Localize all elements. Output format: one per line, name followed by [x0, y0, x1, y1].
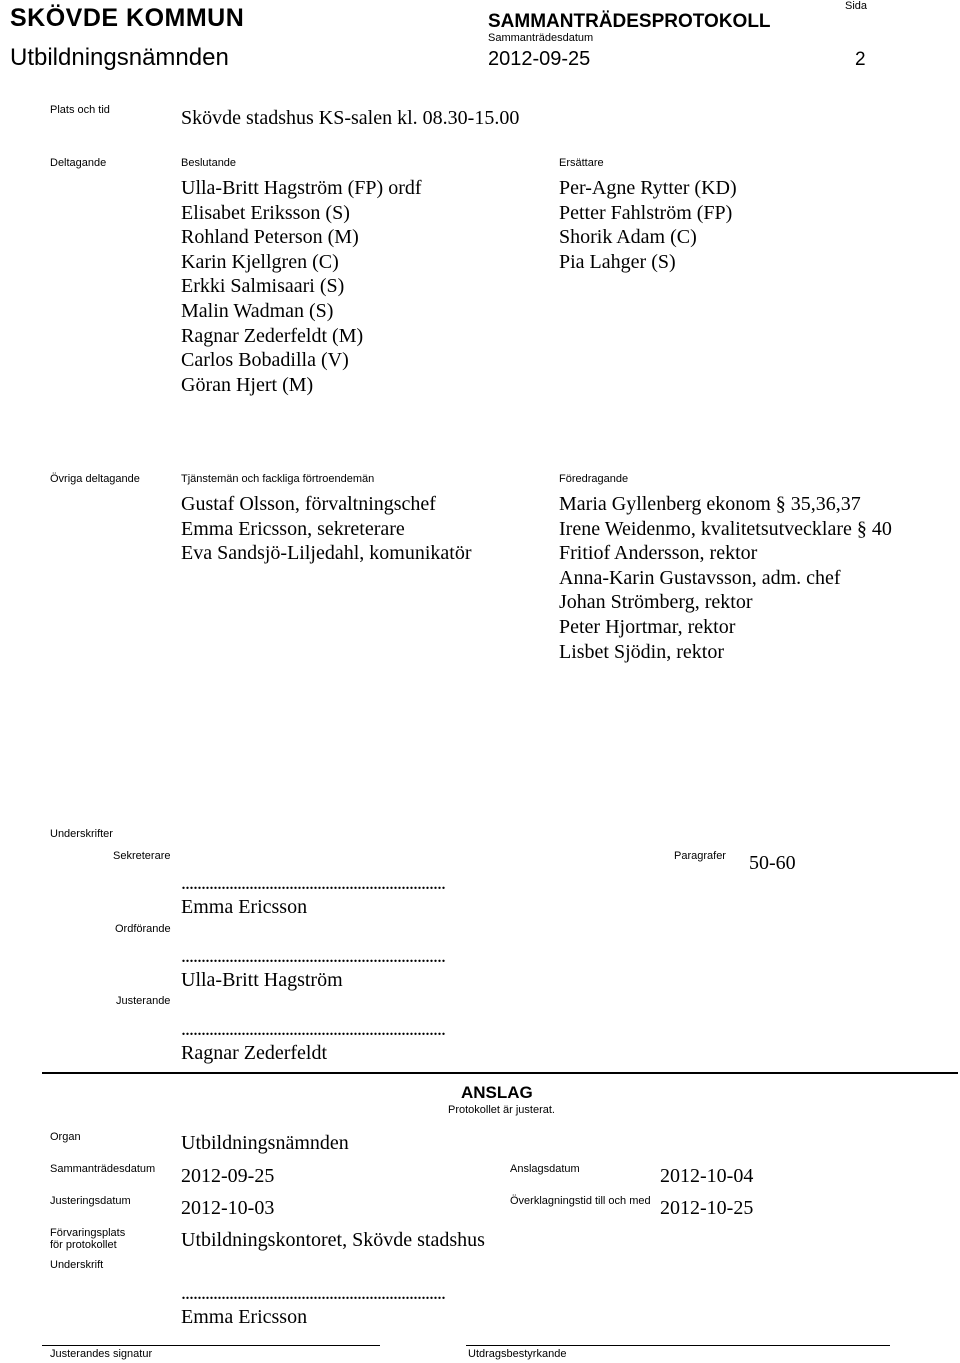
committee-title: Utbildningsnämnden	[10, 44, 229, 71]
substitute-member: Per-Agne Rytter (KD)	[559, 177, 737, 199]
deciding-member: Erkki Salmisaari (S)	[181, 275, 345, 298]
footer-certification: Utdragsbestyrkande	[468, 1348, 567, 1360]
storage-label-2: för protokollet	[50, 1239, 117, 1251]
deciding-member: Ulla-Britt Hagström (FP) ordf	[181, 177, 422, 199]
secretary-signature-line: ..................................................................	[181, 872, 445, 894]
official: Emma Ericsson, sekreterare	[181, 517, 405, 540]
substitute-member: Shorik Adam (C)	[559, 226, 697, 249]
presenter: Lisbet Sjödin, rektor	[559, 640, 724, 663]
deciding-label: Beslutande	[181, 157, 237, 169]
organ-value: Utbildningsnämnden	[181, 1132, 349, 1154]
paragraphs-label: Paragrafer	[674, 850, 726, 862]
notice-title: ANSLAG	[461, 1083, 533, 1102]
posting-date-label: Anslagsdatum	[510, 1163, 580, 1175]
notice-subtitle: Protokollet är justerat.	[448, 1104, 555, 1116]
paragraphs-value: 50-60	[749, 852, 796, 874]
adjuster-signature-line: ..................................................................	[181, 1018, 445, 1040]
document-type: SAMMANTRÄDESPROTOKOLL	[488, 11, 771, 32]
footer-line-left	[42, 1345, 380, 1346]
deciding-member: Malin Wadman (S)	[181, 299, 334, 322]
presenter: Irene Weidenmo, kvalitetsutvecklare § 40	[559, 517, 892, 540]
notice-signature-label: Underskrift	[50, 1259, 104, 1271]
substitutes-label: Ersättare	[559, 157, 604, 169]
deciding-member: Ragnar Zederfeldt (M)	[181, 324, 364, 347]
deciding-member: Carlos Bobadilla (V)	[181, 349, 349, 372]
official: Eva Sandsjö-Liljedahl, komunikatör	[181, 542, 472, 565]
substitute-member: Pia Lahger (S)	[559, 250, 676, 273]
presenter: Anna-Karin Gustavsson, adm. chef	[559, 566, 841, 589]
participants-label: Deltagande	[50, 157, 107, 169]
organ-label: Organ	[50, 1131, 81, 1143]
storage-label-1: Förvaringsplats	[50, 1227, 126, 1239]
notice-meeting-date: 2012-09-25	[181, 1165, 275, 1187]
deciding-member: Rohland Peterson (M)	[181, 226, 359, 249]
officials-list	[181, 492, 472, 566]
presenter: Johan Strömberg, rektor	[559, 591, 753, 614]
presenter: Maria Gyllenberg ekonom § 35,36,37	[559, 493, 861, 515]
meeting-date: 2012-09-25	[488, 48, 591, 70]
presenters-label: Föredragande	[559, 473, 629, 485]
signatures-label: Underskrifter	[50, 828, 113, 840]
adjuster-label: Justerande	[116, 995, 171, 1007]
page-label: Sida	[845, 0, 868, 12]
officials-label: Tjänstemän och fackliga förtroendemän	[181, 473, 375, 485]
notice-meeting-date-label: Sammanträdesdatum	[50, 1163, 156, 1175]
notice-signature-line: ..................................................................	[181, 1282, 445, 1304]
chair-label: Ordförande	[115, 923, 171, 935]
footer-line-right	[466, 1345, 890, 1346]
adjust-date: 2012-10-03	[181, 1197, 275, 1219]
deciding-list	[181, 176, 422, 397]
adjust-date-label: Justeringsdatum	[50, 1195, 131, 1207]
substitutes-list	[559, 176, 737, 274]
posting-date: 2012-10-04	[660, 1165, 754, 1187]
deciding-member: Karin Kjellgren (C)	[181, 250, 339, 273]
venue-label: Plats och tid	[50, 104, 110, 116]
chair-name: Ulla-Britt Hagström	[181, 969, 343, 991]
page-number: 2	[855, 49, 866, 70]
adjuster-name: Ragnar Zederfeldt	[181, 1042, 328, 1064]
deciding-member: Göran Hjert (M)	[181, 373, 314, 396]
presenter: Fritiof Andersson, rektor	[559, 542, 758, 565]
others-label: Övriga deltagande	[50, 473, 140, 485]
meeting-date-label: Sammanträdesdatum	[488, 32, 594, 44]
presenter: Peter Hjortmar, rektor	[559, 615, 736, 638]
appeal-date: 2012-10-25	[660, 1197, 754, 1219]
secretary-label: Sekreterare	[113, 850, 171, 862]
org-logo: SKÖVDE KOMMUN	[10, 4, 245, 32]
substitute-member: Petter Fahlström (FP)	[559, 201, 733, 224]
chair-signature-line: ..................................................................	[181, 945, 445, 967]
official: Gustaf Olsson, förvaltningschef	[181, 493, 436, 515]
venue-value: Skövde stadshus KS-salen kl. 08.30-15.00	[181, 107, 520, 129]
appeal-label: Överklagningstid till och med	[510, 1195, 651, 1207]
storage-value: Utbildningskontoret, Skövde stadshus	[181, 1229, 485, 1251]
presenters-list	[559, 492, 892, 664]
deciding-member: Elisabet Eriksson (S)	[181, 201, 350, 224]
divider	[42, 1072, 958, 1074]
footer-adjuster-signature: Justerandes signatur	[50, 1348, 153, 1360]
secretary-name: Emma Ericsson	[181, 896, 308, 918]
notice-signature-name: Emma Ericsson	[181, 1306, 308, 1328]
